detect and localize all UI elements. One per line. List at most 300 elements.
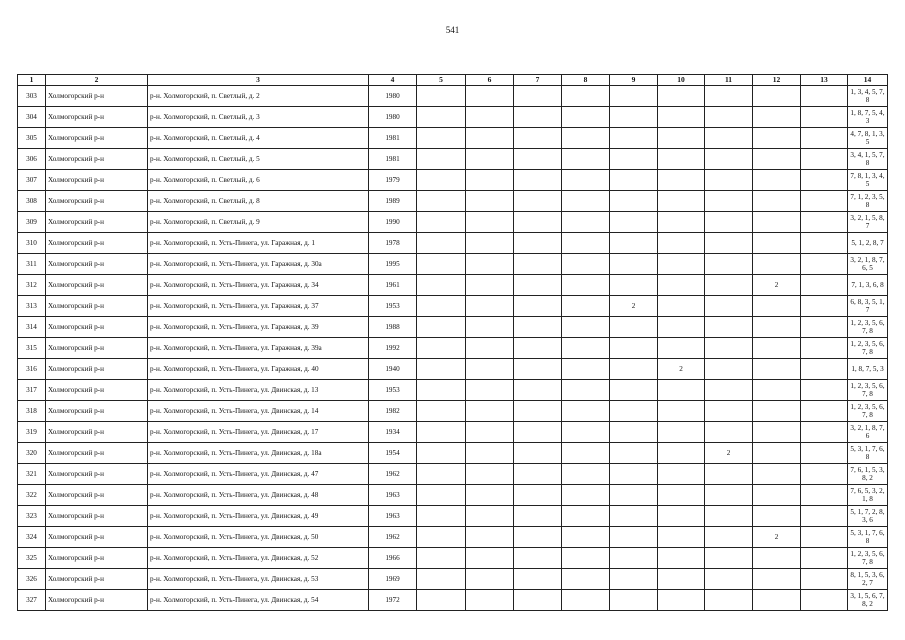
column-12-cell (753, 233, 801, 254)
address-cell: р-н. Холмогорский, п. Усть-Пинега, ул. Двинская, д. 13 (148, 380, 369, 401)
column-9-cell (610, 128, 658, 149)
table-row (18, 107, 888, 128)
district-cell: Холмогорский р-н (46, 128, 148, 149)
column-9-cell (610, 86, 658, 107)
row-number-cell: 307 (18, 170, 46, 191)
district-cell: Холмогорский р-н (46, 212, 148, 233)
column-7-cell (514, 233, 562, 254)
year-cell: 1995 (369, 254, 417, 275)
address-cell: р-н. Холмогорский, п. Усть-Пинега, ул. Двинская, д. 14 (148, 401, 369, 422)
address-cell: р-н. Холмогорский, п. Усть-Пинега, ул. Гаражная, д. 34 (148, 275, 369, 296)
year-cell: 1979 (369, 170, 417, 191)
column-7-cell (514, 254, 562, 275)
codes-cell: 3, 2, 1, 8, 7, 6, 5 (848, 254, 888, 275)
column-7-cell (514, 527, 562, 548)
column-7-cell (514, 359, 562, 380)
address-cell: р-н. Холмогорский, п. Усть-Пинега, ул. Гаражная, д. 40 (148, 359, 369, 380)
column-8-cell (562, 296, 610, 317)
column-6-cell (466, 485, 514, 506)
column-13-cell (801, 338, 848, 359)
column-header-9: 9 (610, 75, 658, 86)
column-10-cell: 2 (658, 359, 705, 380)
year-cell: 1980 (369, 107, 417, 128)
column-11-cell (705, 128, 753, 149)
column-10-cell (658, 191, 705, 212)
table-row (18, 590, 888, 611)
year-cell: 1981 (369, 149, 417, 170)
table-row (18, 485, 888, 506)
year-cell: 1992 (369, 338, 417, 359)
column-7-cell (514, 317, 562, 338)
column-8-cell (562, 443, 610, 464)
column-9-cell (610, 569, 658, 590)
table-row (18, 359, 888, 380)
column-10-cell (658, 548, 705, 569)
column-10-cell (658, 296, 705, 317)
column-5-cell (417, 359, 466, 380)
column-7-cell (514, 107, 562, 128)
column-header-5: 5 (417, 75, 466, 86)
column-11-cell (705, 569, 753, 590)
column-13-cell (801, 443, 848, 464)
column-header-3: 3 (148, 75, 369, 86)
table-row (18, 317, 888, 338)
column-5-cell (417, 233, 466, 254)
column-7-cell (514, 128, 562, 149)
codes-cell: 7, 1, 3, 6, 8 (848, 275, 888, 296)
column-5-cell (417, 212, 466, 233)
codes-cell: 1, 3, 4, 5, 7, 8 (848, 86, 888, 107)
column-10-cell (658, 401, 705, 422)
column-9-cell (610, 443, 658, 464)
column-5-cell (417, 485, 466, 506)
column-9-cell (610, 401, 658, 422)
row-number-cell: 305 (18, 128, 46, 149)
column-5-cell (417, 338, 466, 359)
district-cell: Холмогорский р-н (46, 233, 148, 254)
column-10-cell (658, 506, 705, 527)
column-12-cell (753, 128, 801, 149)
address-cell: р-н. Холмогорский, п. Усть-Пинега, ул. Гаражная, д. 39 (148, 317, 369, 338)
column-12-cell (753, 149, 801, 170)
column-header-7: 7 (514, 75, 562, 86)
column-8-cell (562, 338, 610, 359)
column-6-cell (466, 275, 514, 296)
district-cell: Холмогорский р-н (46, 590, 148, 611)
row-number-cell: 327 (18, 590, 46, 611)
row-number-cell: 313 (18, 296, 46, 317)
year-cell: 1940 (369, 359, 417, 380)
row-number-cell: 304 (18, 107, 46, 128)
column-11-cell (705, 191, 753, 212)
column-12-cell (753, 569, 801, 590)
column-9-cell (610, 380, 658, 401)
column-9-cell (610, 254, 658, 275)
address-cell: р-н. Холмогорский, п. Усть-Пинега, ул. Гаражная, д. 39а (148, 338, 369, 359)
column-6-cell (466, 317, 514, 338)
table-row (18, 380, 888, 401)
table-row (18, 86, 888, 107)
row-number-cell: 309 (18, 212, 46, 233)
year-cell: 1990 (369, 212, 417, 233)
column-6-cell (466, 254, 514, 275)
row-number-cell: 319 (18, 422, 46, 443)
column-12-cell (753, 506, 801, 527)
table-row (18, 548, 888, 569)
column-8-cell (562, 233, 610, 254)
table-row (18, 128, 888, 149)
column-12-cell (753, 485, 801, 506)
column-8-cell (562, 107, 610, 128)
row-number-cell: 315 (18, 338, 46, 359)
address-cell: р-н. Холмогорский, п. Усть-Пинега, ул. Двинская, д. 49 (148, 506, 369, 527)
column-8-cell (562, 485, 610, 506)
column-5-cell (417, 548, 466, 569)
column-6-cell (466, 569, 514, 590)
column-10-cell (658, 233, 705, 254)
column-header-8: 8 (562, 75, 610, 86)
address-cell: р-н. Холмогорский, п. Светлый, д. 4 (148, 128, 369, 149)
column-10-cell (658, 338, 705, 359)
column-10-cell (658, 380, 705, 401)
column-13-cell (801, 212, 848, 233)
district-cell: Холмогорский р-н (46, 464, 148, 485)
column-9-cell (610, 506, 658, 527)
column-10-cell (658, 128, 705, 149)
column-6-cell (466, 86, 514, 107)
column-9-cell (610, 170, 658, 191)
address-cell: р-н. Холмогорский, п. Светлый, д. 8 (148, 191, 369, 212)
column-6-cell (466, 128, 514, 149)
column-6-cell (466, 422, 514, 443)
year-cell: 1963 (369, 485, 417, 506)
table-row (18, 191, 888, 212)
column-8-cell (562, 569, 610, 590)
address-cell: р-н. Холмогорский, п. Усть-Пинега, ул. Двинская, д. 18а (148, 443, 369, 464)
table-row (18, 443, 888, 464)
column-6-cell (466, 191, 514, 212)
codes-cell: 1, 2, 3, 5, 6, 7, 8 (848, 548, 888, 569)
column-7-cell (514, 86, 562, 107)
year-cell: 1966 (369, 548, 417, 569)
codes-cell: 1, 2, 3, 5, 6, 7, 8 (848, 317, 888, 338)
column-12-cell (753, 401, 801, 422)
codes-cell: 3, 1, 5, 6, 7, 8, 2 (848, 590, 888, 611)
column-6-cell (466, 296, 514, 317)
row-number-cell: 306 (18, 149, 46, 170)
year-cell: 1953 (369, 380, 417, 401)
year-cell: 1963 (369, 506, 417, 527)
column-7-cell (514, 443, 562, 464)
column-13-cell (801, 107, 848, 128)
column-8-cell (562, 191, 610, 212)
housing-registry-table (17, 74, 888, 611)
column-11-cell (705, 296, 753, 317)
column-5-cell (417, 527, 466, 548)
year-cell: 1954 (369, 443, 417, 464)
column-11-cell (705, 506, 753, 527)
column-8-cell (562, 464, 610, 485)
column-13-cell (801, 317, 848, 338)
row-number-cell: 323 (18, 506, 46, 527)
column-13-cell (801, 86, 848, 107)
column-5-cell (417, 191, 466, 212)
column-6-cell (466, 590, 514, 611)
column-13-cell (801, 380, 848, 401)
column-5-cell (417, 128, 466, 149)
column-5-cell (417, 275, 466, 296)
column-12-cell (753, 170, 801, 191)
year-cell: 1969 (369, 569, 417, 590)
column-11-cell (705, 464, 753, 485)
district-cell: Холмогорский р-н (46, 569, 148, 590)
column-8-cell (562, 380, 610, 401)
table-row (18, 422, 888, 443)
column-header-2: 2 (46, 75, 148, 86)
table-row (18, 401, 888, 422)
column-6-cell (466, 506, 514, 527)
column-9-cell (610, 359, 658, 380)
column-13-cell (801, 359, 848, 380)
district-cell: Холмогорский р-н (46, 317, 148, 338)
column-8-cell (562, 527, 610, 548)
column-10-cell (658, 275, 705, 296)
column-7-cell (514, 380, 562, 401)
column-13-cell (801, 128, 848, 149)
table-body (18, 86, 888, 611)
column-10-cell (658, 569, 705, 590)
district-cell: Холмогорский р-н (46, 485, 148, 506)
district-cell: Холмогорский р-н (46, 506, 148, 527)
column-8-cell (562, 212, 610, 233)
column-9-cell (610, 212, 658, 233)
codes-cell: 1, 8, 7, 5, 3 (848, 359, 888, 380)
column-10-cell (658, 212, 705, 233)
column-5-cell (417, 569, 466, 590)
column-5-cell (417, 317, 466, 338)
column-7-cell (514, 296, 562, 317)
table-row (18, 170, 888, 191)
column-header-11: 11 (705, 75, 753, 86)
column-13-cell (801, 170, 848, 191)
column-12-cell: 2 (753, 527, 801, 548)
column-10-cell (658, 149, 705, 170)
column-5-cell (417, 380, 466, 401)
column-11-cell (705, 254, 753, 275)
year-cell: 1981 (369, 128, 417, 149)
table-row (18, 464, 888, 485)
column-11-cell (705, 485, 753, 506)
column-8-cell (562, 86, 610, 107)
table-row (18, 506, 888, 527)
column-11-cell (705, 338, 753, 359)
district-cell: Холмогорский р-н (46, 275, 148, 296)
column-5-cell (417, 401, 466, 422)
district-cell: Холмогорский р-н (46, 254, 148, 275)
column-12-cell (753, 296, 801, 317)
column-8-cell (562, 317, 610, 338)
column-6-cell (466, 380, 514, 401)
column-6-cell (466, 170, 514, 191)
column-12-cell (753, 380, 801, 401)
column-7-cell (514, 212, 562, 233)
codes-cell: 5, 1, 7, 2, 8, 3, 6 (848, 506, 888, 527)
district-cell: Холмогорский р-н (46, 170, 148, 191)
year-cell: 1961 (369, 275, 417, 296)
column-10-cell (658, 422, 705, 443)
column-9-cell (610, 149, 658, 170)
column-8-cell (562, 506, 610, 527)
column-11-cell (705, 149, 753, 170)
column-header-6: 6 (466, 75, 514, 86)
column-12-cell (753, 86, 801, 107)
column-11-cell (705, 86, 753, 107)
column-11-cell (705, 359, 753, 380)
column-11-cell (705, 422, 753, 443)
column-6-cell (466, 149, 514, 170)
column-13-cell (801, 464, 848, 485)
row-number-cell: 321 (18, 464, 46, 485)
row-number-cell: 316 (18, 359, 46, 380)
district-cell: Холмогорский р-н (46, 149, 148, 170)
district-cell: Холмогорский р-н (46, 401, 148, 422)
column-10-cell (658, 590, 705, 611)
codes-cell: 3, 4, 1, 5, 7, 8 (848, 149, 888, 170)
column-header-1: 1 (18, 75, 46, 86)
district-cell: Холмогорский р-н (46, 380, 148, 401)
column-7-cell (514, 275, 562, 296)
district-cell: Холмогорский р-н (46, 296, 148, 317)
table-row (18, 254, 888, 275)
row-number-cell: 308 (18, 191, 46, 212)
column-12-cell (753, 464, 801, 485)
column-5-cell (417, 170, 466, 191)
address-cell: р-н. Холмогорский, п. Усть-Пинега, ул. Двинская, д. 47 (148, 464, 369, 485)
column-8-cell (562, 422, 610, 443)
column-13-cell (801, 527, 848, 548)
column-12-cell (753, 590, 801, 611)
column-13-cell (801, 485, 848, 506)
column-11-cell (705, 170, 753, 191)
row-number-cell: 310 (18, 233, 46, 254)
row-number-cell: 312 (18, 275, 46, 296)
year-cell: 1972 (369, 590, 417, 611)
column-13-cell (801, 275, 848, 296)
codes-cell: 7, 6, 5, 3, 2, 1, 8 (848, 485, 888, 506)
column-6-cell (466, 212, 514, 233)
column-11-cell (705, 401, 753, 422)
address-cell: р-н. Холмогорский, п. Усть-Пинега, ул. Гаражная, д. 30а (148, 254, 369, 275)
column-13-cell (801, 548, 848, 569)
column-9-cell (610, 590, 658, 611)
column-7-cell (514, 506, 562, 527)
column-header-10: 10 (658, 75, 705, 86)
year-cell: 1953 (369, 296, 417, 317)
column-6-cell (466, 548, 514, 569)
column-9-cell (610, 233, 658, 254)
column-11-cell (705, 527, 753, 548)
year-cell: 1934 (369, 422, 417, 443)
address-cell: р-н. Холмогорский, п. Светлый, д. 2 (148, 86, 369, 107)
column-10-cell (658, 443, 705, 464)
column-13-cell (801, 149, 848, 170)
table-row (18, 338, 888, 359)
column-13-cell (801, 296, 848, 317)
table-row (18, 296, 888, 317)
column-7-cell (514, 548, 562, 569)
column-7-cell (514, 464, 562, 485)
column-12-cell (753, 212, 801, 233)
column-10-cell (658, 170, 705, 191)
column-11-cell (705, 212, 753, 233)
page-number: 541 (445, 25, 460, 35)
codes-cell: 4, 7, 8, 1, 3, 5 (848, 128, 888, 149)
year-cell: 1978 (369, 233, 417, 254)
column-10-cell (658, 254, 705, 275)
address-cell: р-н. Холмогорский, п. Усть-Пинега, ул. Гаражная, д. 37 (148, 296, 369, 317)
district-cell: Холмогорский р-н (46, 548, 148, 569)
district-cell: Холмогорский р-н (46, 191, 148, 212)
column-9-cell (610, 485, 658, 506)
column-5-cell (417, 590, 466, 611)
table-row (18, 569, 888, 590)
column-12-cell (753, 443, 801, 464)
table-row (18, 233, 888, 254)
column-5-cell (417, 107, 466, 128)
column-9-cell (610, 107, 658, 128)
column-9-cell (610, 191, 658, 212)
column-6-cell (466, 464, 514, 485)
codes-cell: 5, 3, 1, 7, 6, 8 (848, 443, 888, 464)
column-13-cell (801, 401, 848, 422)
district-cell: Холмогорский р-н (46, 443, 148, 464)
column-5-cell (417, 149, 466, 170)
year-cell: 1962 (369, 464, 417, 485)
column-11-cell (705, 233, 753, 254)
district-cell: Холмогорский р-н (46, 527, 148, 548)
column-9-cell (610, 275, 658, 296)
address-cell: р-н. Холмогорский, п. Усть-Пинега, ул. Гаражная, д. 1 (148, 233, 369, 254)
column-header-12: 12 (753, 75, 801, 86)
column-7-cell (514, 170, 562, 191)
address-cell: р-н. Холмогорский, п. Усть-Пинега, ул. Двинская, д. 48 (148, 485, 369, 506)
column-8-cell (562, 590, 610, 611)
column-12-cell (753, 338, 801, 359)
column-8-cell (562, 275, 610, 296)
column-5-cell (417, 422, 466, 443)
codes-cell: 1, 8, 7, 5, 4, 3 (848, 107, 888, 128)
column-6-cell (466, 527, 514, 548)
column-8-cell (562, 170, 610, 191)
column-5-cell (417, 86, 466, 107)
column-6-cell (466, 443, 514, 464)
column-6-cell (466, 107, 514, 128)
row-number-cell: 303 (18, 86, 46, 107)
codes-cell: 6, 8, 3, 5, 1, 7 (848, 296, 888, 317)
year-cell: 1982 (369, 401, 417, 422)
column-6-cell (466, 401, 514, 422)
address-cell: р-н. Холмогорский, п. Светлый, д. 9 (148, 212, 369, 233)
codes-cell: 5, 3, 1, 7, 6, 8 (848, 527, 888, 548)
column-5-cell (417, 254, 466, 275)
year-cell: 1980 (369, 86, 417, 107)
row-number-cell: 324 (18, 527, 46, 548)
column-13-cell (801, 191, 848, 212)
year-cell: 1988 (369, 317, 417, 338)
column-10-cell (658, 485, 705, 506)
year-cell: 1989 (369, 191, 417, 212)
column-8-cell (562, 401, 610, 422)
